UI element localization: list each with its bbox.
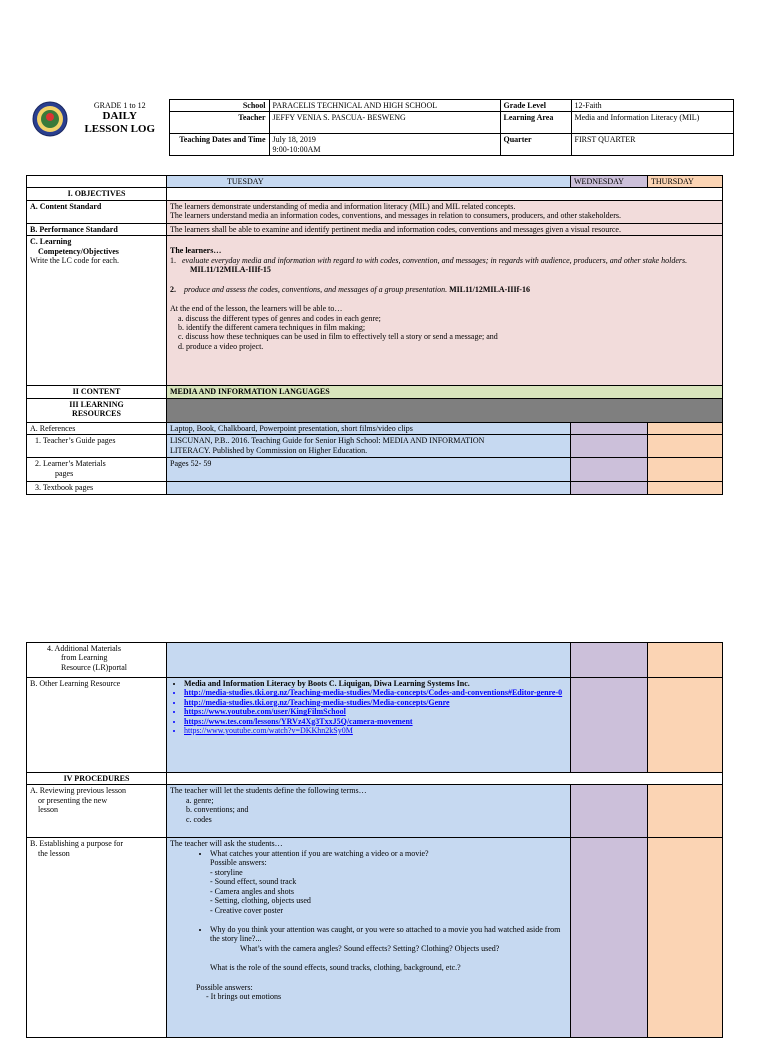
reviewing-label-2: or presenting the new	[38, 795, 108, 805]
objective-item-c: c. discuss how these techniques can be used in film to effectively tell a story or send a message; and	[178, 332, 498, 342]
purpose-wed	[571, 838, 648, 1038]
competency-2-num: 2.	[170, 284, 176, 294]
competency-1-code: MIL11/12MILA-IIIf-15	[190, 265, 271, 275]
content-value: MEDIA AND INFORMATION LANGUAGES	[167, 386, 723, 398]
textbook-thu	[648, 482, 723, 494]
other-resource-label: B. Other Learning Resource	[27, 678, 167, 773]
reviewing-wed	[571, 785, 648, 838]
teachers-guide-value	[167, 435, 571, 458]
other-resource-thu	[648, 678, 723, 773]
school-label: School	[169, 100, 269, 112]
purpose-label-1: B. Establishing a purpose for	[30, 839, 124, 849]
teachers-guide-line-2: LITERACY. Published by Commission on Higher Education.	[170, 445, 368, 455]
lesson-log-label: LESSON LOG	[84, 122, 156, 135]
objective-item-d: d. produce a video project.	[178, 341, 264, 351]
additional-materials-value	[167, 643, 571, 678]
purpose-question-3: What is the role of the sound effects, sound tracks, clothing, background, etc.?	[210, 963, 461, 973]
references-wed	[571, 422, 648, 434]
purpose-question-2: • Why do you think your attention was caught, or you were so attached to a movie you had watched aside from the story line?...	[210, 925, 567, 944]
purpose-answer2-1: - It brings out emotions	[206, 992, 567, 1001]
competency-2-text: produce and assess the codes, conventions, and messages of a group presentation.	[184, 284, 448, 294]
grade-level-label: Grade Level	[500, 100, 571, 112]
references-thu	[648, 422, 723, 434]
textbook-label: 3. Textbook pages	[27, 482, 167, 494]
content-standard-2: The learners understand media an information codes, conventions, and messages in relation to consumers, producers, and other stakeholders.	[170, 211, 621, 221]
textbook-wed	[571, 482, 648, 494]
additional-materials-wed	[571, 643, 648, 678]
other-resource-link-4[interactable]: • https://www.tes.com/lessons/YRVz4Xg3TxxJ5Q/camera-movement	[184, 717, 567, 726]
dates-value	[269, 134, 500, 156]
purpose-question-1: • What catches your attention if you are watching a video or a movie?	[210, 849, 567, 858]
teacher-value: JEFFY VENIA S. PASCUA- BESWENG	[269, 112, 500, 134]
day-tuesday: TUESDAY	[167, 176, 571, 188]
content-heading: II CONTENT	[27, 386, 167, 398]
lesson-log-title	[26, 100, 169, 156]
additional-materials-label-1: 4. Additional Materials	[47, 644, 121, 653]
other-resource-link-1[interactable]: • http://media-studies.tki.org.nz/Teaching-media-studies/Media-concepts/Codes-and-conventions#Editor-genre-0	[184, 688, 567, 697]
purpose-label-2: the lesson	[38, 848, 70, 858]
school-value: PARACELIS TECHNICAL AND HIGH SCHOOL	[269, 100, 500, 112]
competency-1	[170, 256, 719, 265]
competency-value	[167, 236, 723, 386]
end-lesson-intro: At the end of the lesson, the learners will be able to…	[170, 304, 343, 314]
objective-item-a: a. discuss the different types of genres and codes in each genre;	[178, 313, 381, 323]
reviewing-item-a: a. genre;	[186, 795, 214, 805]
lesson-table-page2	[26, 642, 723, 1038]
purpose-possible-answers-2: Possible answers:	[196, 982, 253, 992]
other-resource-item-book: • Media and Information Literacy by Boots C. Liquigan, Diwa Learning Systems Inc.	[184, 679, 567, 688]
grade-level-value: 12-Faith	[571, 100, 733, 112]
day-header-blank	[27, 176, 167, 188]
resources-heading-fill	[167, 398, 723, 422]
teachers-guide-label: 1. Teacher’s Guide pages	[27, 435, 167, 458]
resources-heading-2: RESOURCES	[72, 409, 121, 419]
objectives-heading: I. OBJECTIVES	[27, 188, 167, 200]
learning-area-value: Media and Information Literacy (MIL)	[571, 112, 733, 134]
other-resource-link-2[interactable]: • http://media-studies.tki.org.nz/Teaching-media-studies/Media-concepts/Genre	[184, 698, 567, 707]
textbook-value	[167, 482, 571, 494]
objectives-heading-blank	[167, 188, 723, 200]
purpose-value	[167, 838, 571, 1038]
learners-materials-value: Pages 52- 59	[167, 458, 571, 482]
performance-standard-value: The learners shall be able to examine and identify pertinent media and information codes, conventions and messages given a visual resource.	[167, 223, 723, 235]
learners-intro: The learners…	[170, 246, 222, 256]
purpose-question-2b: What’s with the camera angles? Sound effects? Setting? Clothing? Objects used?	[240, 943, 500, 953]
reviewing-label	[27, 785, 167, 838]
purpose-label	[27, 838, 167, 1038]
day-wednesday: WEDNESDAY	[571, 176, 648, 188]
competency-1-num: 1.	[170, 255, 176, 265]
other-resource-link-3[interactable]: • https://www.youtube.com/user/KingFilmSchool	[184, 707, 567, 716]
purpose-thu	[648, 838, 723, 1038]
dates-label: Teaching Dates and Time	[169, 134, 269, 156]
purpose-possible-answers: Possible answers:	[210, 858, 267, 868]
purpose-intro: The teacher will ask the students…	[170, 839, 283, 849]
day-thursday: THURSDAY	[648, 176, 723, 188]
competency-1-text: evaluate everyday media and information with regard to with codes, convention, and messages; in regards with audience, producers, and other stake holders.	[182, 255, 688, 265]
content-standard-value	[167, 200, 723, 223]
competency-label	[27, 236, 167, 386]
content-standard-label: A. Content Standard	[27, 200, 167, 223]
objective-item-b: b. identify the different camera techniques in film making;	[178, 322, 366, 332]
references-value: Laptop, Book, Chalkboard, Powerpoint presentation, short films/video clips	[167, 422, 571, 434]
additional-materials-thu	[648, 643, 723, 678]
competency-2-code: MIL11/12MILA-IIIf-16	[449, 284, 530, 294]
additional-materials-label	[27, 643, 167, 678]
competency-label-1: C. Learning	[30, 237, 72, 247]
quarter-label: Quarter	[500, 134, 571, 156]
reviewing-label-3: lesson	[38, 805, 58, 815]
procedures-heading-blank	[167, 773, 723, 785]
reviewing-intro: The teacher will let the students define the following terms…	[170, 786, 367, 796]
grade-label: GRADE 1 to 12	[93, 100, 146, 110]
learners-materials-label-2: pages	[55, 468, 74, 478]
learning-area-label: Learning Area	[500, 112, 571, 134]
other-resource-link-5[interactable]: • https://www.youtube.com/watch?v=DKKhn2kSy0M	[184, 726, 567, 735]
reviewing-thu	[648, 785, 723, 838]
competency-label-2: Competency/Objectives	[38, 246, 119, 256]
reviewing-item-c: c. codes	[186, 814, 212, 824]
header-table	[26, 99, 734, 156]
other-resource-wed	[571, 678, 648, 773]
additional-materials-label-2: from Learning	[61, 653, 108, 663]
content-standard-1: The learners demonstrate understanding of media and information literacy (MIL) and MIL related concepts.	[170, 201, 516, 211]
reviewing-value	[167, 785, 571, 838]
time-value: 9:00-10:00AM	[272, 144, 321, 154]
learners-materials-label-1: 2. Learner’s Materials	[35, 459, 106, 469]
lesson-table-page1	[26, 175, 723, 495]
competency-label-3: Write the LC code for each.	[30, 256, 119, 266]
purpose-answer-2: - Sound effect, sound track	[210, 877, 567, 886]
learners-materials-label	[27, 458, 167, 482]
procedures-heading: IV PROCEDURES	[27, 773, 167, 785]
teacher-label: Teacher	[169, 112, 269, 134]
purpose-answer-1: - storyline	[210, 868, 567, 877]
additional-materials-label-3: Resource (LR)portal	[61, 662, 127, 672]
learners-materials-wed	[571, 458, 648, 482]
daily-label: DAILY	[102, 109, 137, 122]
purpose-answer-3: - Camera angles and shots	[210, 887, 567, 896]
references-label: A. References	[27, 422, 167, 434]
resources-heading	[27, 398, 167, 422]
reviewing-item-b: b. conventions; and	[186, 805, 249, 815]
performance-standard-label: B. Performance Standard	[27, 223, 167, 235]
teachers-guide-thu	[648, 435, 723, 458]
resources-heading-1: III LEARNING	[69, 399, 124, 409]
date-value: July 18, 2019	[272, 135, 316, 145]
purpose-answer-5: - Creative cover poster	[210, 906, 567, 915]
teachers-guide-line-1: LISCUNAN, P.B.. 2016. Teaching Guide for Senior High School: MEDIA AND INFORMATION	[170, 436, 485, 446]
quarter-value: FIRST QUARTER	[571, 134, 733, 156]
purpose-answer-4: - Setting, clothing, objects used	[210, 896, 567, 905]
other-resource-value	[167, 678, 571, 773]
reviewing-label-1: A. Reviewing previous lesson	[30, 786, 126, 796]
teachers-guide-wed	[571, 435, 648, 458]
competency-2	[170, 285, 719, 294]
learners-materials-thu	[648, 458, 723, 482]
